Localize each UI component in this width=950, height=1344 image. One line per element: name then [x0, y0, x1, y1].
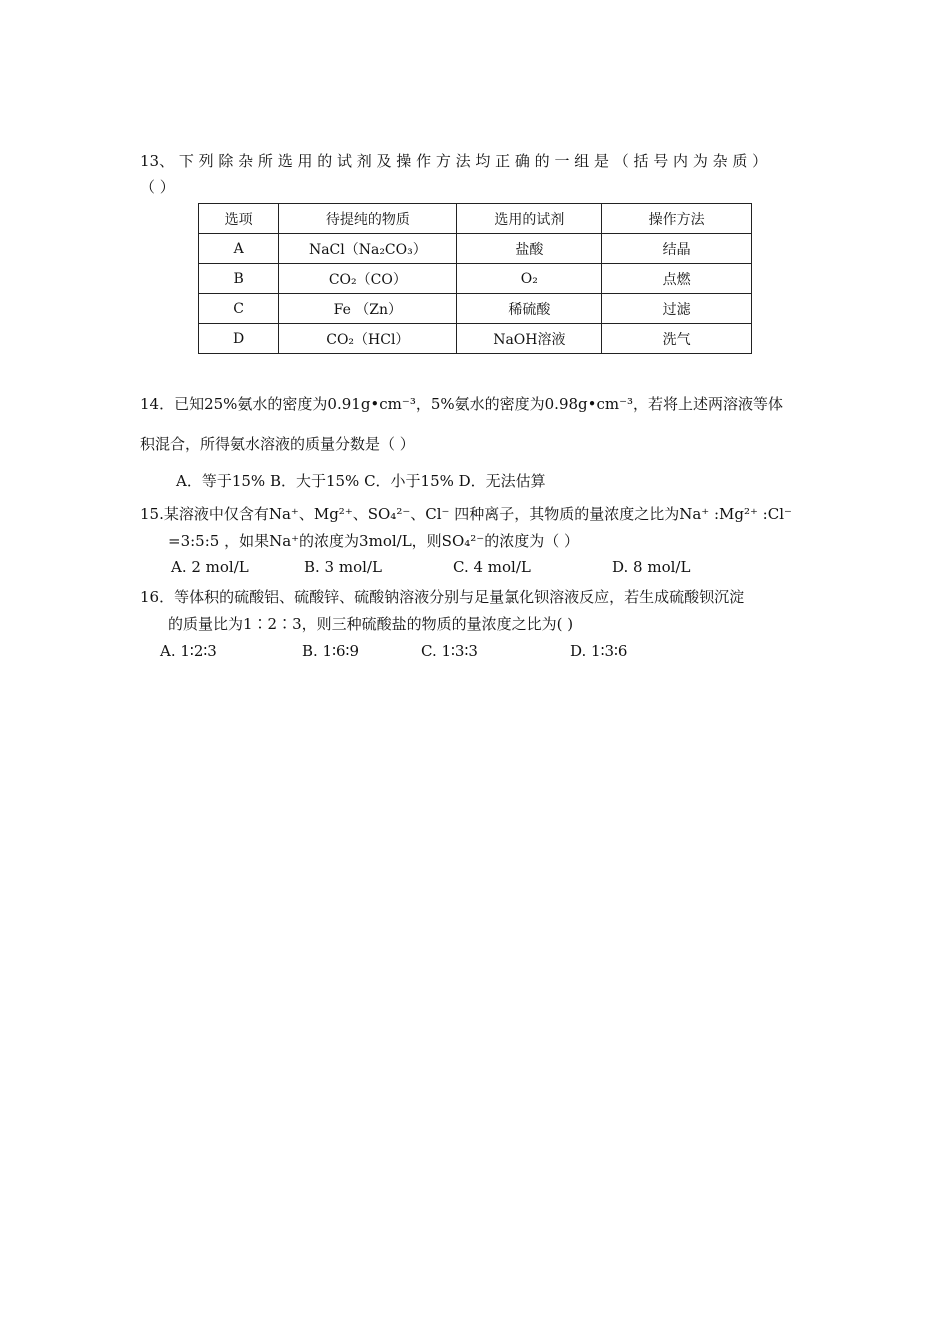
q15-option-c: C. 4 mol/L: [453, 558, 531, 576]
cell-option: D: [199, 324, 279, 354]
cell-method: 结晶: [602, 234, 752, 264]
cell-reagent: 盐酸: [457, 234, 602, 264]
table-row: [199, 234, 752, 264]
q16-option-d: D. 1∶3∶6: [570, 642, 628, 660]
q13-table: [198, 203, 752, 354]
q13-stem: 13、 下 列 除 杂 所 选 用 的 试 剂 及 操 作 方 法 均 正 确 的 一 组 是 （ 括 号 内 为 杂 质 ）: [140, 152, 768, 170]
q15-option-a: A. 2 mol/L: [171, 558, 249, 576]
q14-line2: 积混合，所得氨水溶液的质量分数是（ ）: [140, 435, 415, 453]
q15-option-d: D. 8 mol/L: [612, 558, 691, 576]
header-option: 选项: [199, 204, 279, 234]
cell-reagent: 稀硫酸: [457, 294, 602, 324]
table-row: [199, 294, 752, 324]
q16-option-b: B. 1∶6∶9: [302, 642, 359, 660]
table-row: [199, 264, 752, 294]
q16-line2: 的质量比为1∶2∶3，则三种硫酸盐的物质的量浓度之比为( ): [168, 615, 574, 633]
cell-reagent: O₂: [457, 264, 602, 294]
cell-method: 过滤: [602, 294, 752, 324]
header-method: 操作方法: [602, 204, 752, 234]
cell-substance: CO₂（CO）: [279, 264, 457, 294]
cell-reagent: NaOH溶液: [457, 324, 602, 354]
q15-option-b: B. 3 mol/L: [304, 558, 382, 576]
cell-substance: Fe （Zn）: [279, 294, 457, 324]
cell-substance: NaCl（Na₂CO₃）: [279, 234, 457, 264]
q16-option-c: C. 1∶3∶3: [421, 642, 478, 660]
table-header-row: [199, 204, 752, 234]
q16-option-a: A. 1∶2∶3: [160, 642, 217, 660]
header-substance: 待提纯的物质: [279, 204, 457, 234]
q14-options: A．等于15% B．大于15% C．小于15% D．无法估算: [176, 472, 546, 490]
cell-option: C: [199, 294, 279, 324]
cell-substance: CO₂（HCl）: [279, 324, 457, 354]
cell-option: B: [199, 264, 279, 294]
cell-method: 洗气: [602, 324, 752, 354]
cell-option: A: [199, 234, 279, 264]
q15-line2: =3:5:5 ，如果Na⁺的浓度为3mol/L，则SO₄²⁻的浓度为（ ）: [168, 532, 579, 550]
q15-line1: 15.某溶液中仅含有Na⁺、Mg²⁺、SO₄²⁻、Cl⁻ 四种离子，其物质的量浓度之比为Na⁺ :Mg²⁺ :Cl⁻: [140, 505, 792, 523]
table-row: [199, 324, 752, 354]
q14-line1: 14．已知25%氨水的密度为0.91g•cm⁻³，5%氨水的密度为0.98g•cm⁻³，若将上述两溶液等体: [140, 395, 784, 413]
q13-answer-paren: （ ）: [140, 178, 175, 196]
header-reagent: 选用的试剂: [457, 204, 602, 234]
cell-method: 点燃: [602, 264, 752, 294]
q16-line1: 16．等体积的硫酸铝、硫酸锌、硫酸钠溶液分别与足量氯化钡溶液反应，若生成硫酸钡沉淀: [140, 588, 745, 606]
